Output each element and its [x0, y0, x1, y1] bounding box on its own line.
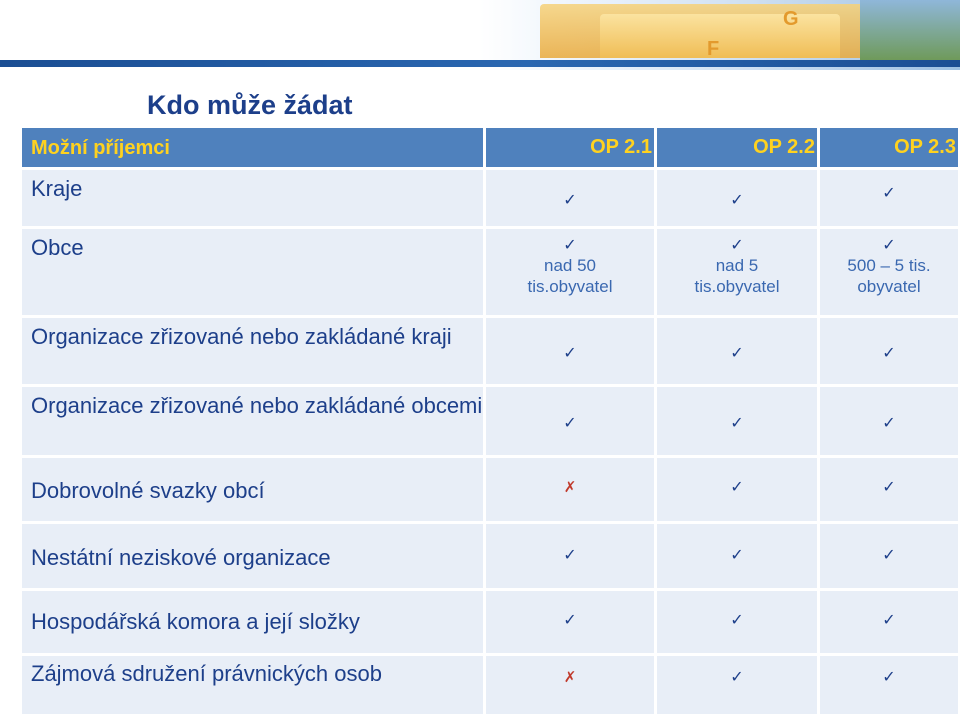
row-label: Kraje: [22, 170, 483, 226]
cell-op-2-1: [486, 318, 654, 384]
banner-letter-f: F: [707, 38, 720, 60]
check-icon: ✓: [882, 185, 896, 202]
table-header-row: [22, 128, 958, 167]
cell-op-2-1: [486, 524, 654, 588]
table-row: [22, 524, 958, 588]
row-label: Dobrovolné svazky obcí: [22, 458, 483, 521]
check-icon: ✓: [563, 237, 577, 254]
check-icon: ✓: [882, 669, 896, 686]
table-row: [22, 387, 958, 455]
check-icon: ✓: [730, 192, 744, 209]
header-op-2-3: OP 2.3: [820, 128, 958, 167]
banner-letter-g: G: [783, 8, 799, 30]
recipients-table: [19, 125, 960, 717]
row-label: Nestátní neziskové organizace: [22, 524, 483, 588]
check-icon: ✓: [730, 345, 744, 362]
check-icon: ✓: [730, 669, 744, 686]
cell-op-2-2: [657, 656, 817, 714]
cell-op-2-1: [486, 387, 654, 455]
check-icon: ✓: [563, 547, 577, 564]
table-row: [22, 318, 958, 384]
population-note: 500 – 5 tis. obyvatel: [847, 256, 931, 296]
population-note: nad 5 tis.obyvatel: [694, 256, 780, 296]
header-recipients: Možní příjemci: [22, 128, 483, 167]
cell-op-2-2: [657, 318, 817, 384]
cell-op-2-3: [820, 170, 958, 226]
folder-tab-image: [600, 14, 840, 58]
check-icon: ✓: [882, 547, 896, 564]
table-row: [22, 458, 958, 521]
table-row: [22, 591, 958, 653]
cell-op-2-2: [657, 170, 817, 226]
cell-op-2-1: [486, 229, 654, 315]
cell-op-2-2: [657, 458, 817, 521]
page-title: Kdo může žádat: [147, 90, 353, 120]
cell-op-2-1: [486, 458, 654, 521]
population-note: nad 50 tis.obyvatel: [527, 256, 613, 296]
check-icon: ✓: [730, 415, 744, 432]
check-icon: ✓: [563, 415, 577, 432]
cell-op-2-1: [486, 170, 654, 226]
row-label: Zájmová sdružení právnických osob: [22, 656, 483, 714]
cell-op-2-3: [820, 318, 958, 384]
row-label: Organizace zřizované nebo zakládané obcemi: [22, 387, 483, 455]
cell-op-2-2: [657, 387, 817, 455]
table-row: [22, 656, 958, 714]
header-banner: [0, 0, 960, 70]
check-icon: ✓: [882, 237, 896, 254]
check-icon: ✓: [882, 479, 896, 496]
row-label: Organizace zřizované nebo zakládané kraji: [22, 318, 483, 384]
cell-op-2-3: [820, 591, 958, 653]
check-icon: ✓: [730, 237, 744, 254]
row-label: Hospodářská komora a její složky: [22, 591, 483, 653]
cross-icon: ✗: [563, 479, 577, 496]
row-label: Obce: [22, 229, 483, 315]
check-icon: ✓: [730, 612, 744, 629]
cell-op-2-1: [486, 656, 654, 714]
header-op-2-2: OP 2.2: [657, 128, 817, 167]
check-icon: ✓: [563, 345, 577, 362]
cell-op-2-2: [657, 229, 817, 315]
cell-op-2-3: [820, 524, 958, 588]
cell-op-2-3: [820, 656, 958, 714]
table-row: [22, 229, 958, 315]
check-icon: ✓: [730, 479, 744, 496]
table-row: [22, 170, 958, 226]
check-icon: ✓: [882, 415, 896, 432]
check-icon: ✓: [882, 612, 896, 629]
header-op-2-1: OP 2.1: [486, 128, 654, 167]
banner-stripe: [0, 60, 960, 67]
check-icon: ✓: [563, 612, 577, 629]
check-icon: ✓: [730, 547, 744, 564]
cell-op-2-2: [657, 591, 817, 653]
check-icon: ✓: [882, 345, 896, 362]
cell-op-2-3: [820, 458, 958, 521]
check-icon: ✓: [563, 192, 577, 209]
cell-op-2-3: [820, 229, 958, 315]
cell-op-2-3: [820, 387, 958, 455]
cell-op-2-2: [657, 524, 817, 588]
landscape-image: [860, 0, 960, 60]
cell-op-2-1: [486, 591, 654, 653]
cross-icon: ✗: [563, 669, 577, 686]
